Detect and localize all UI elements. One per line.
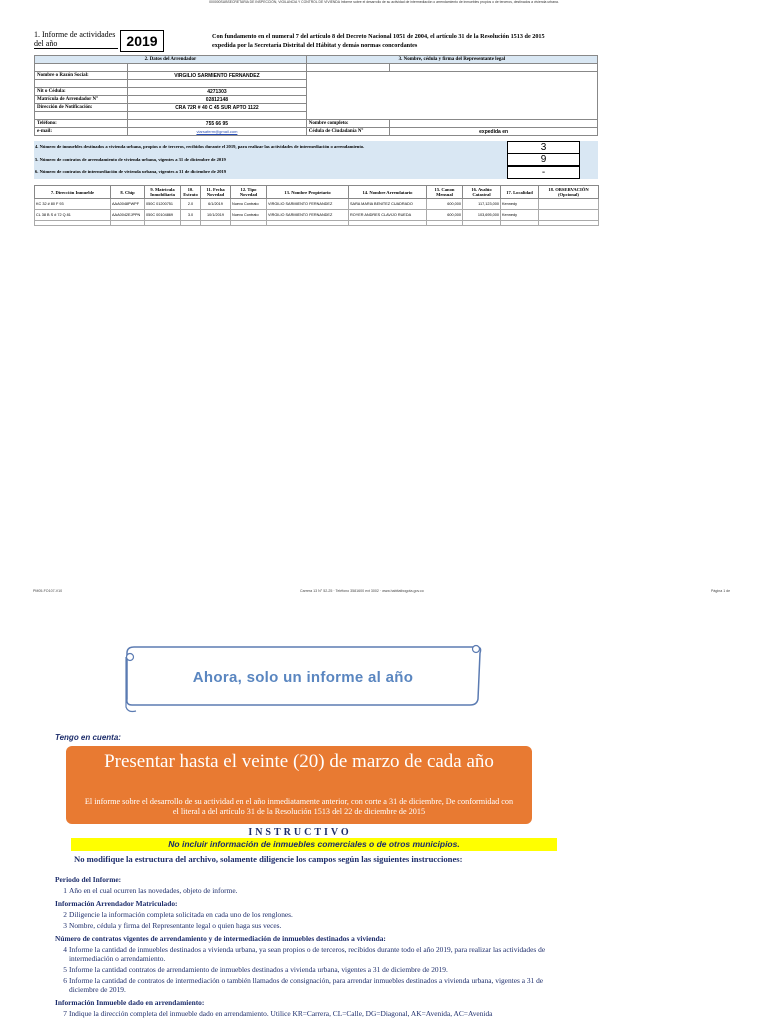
- column-header: 18. OBSERVACIÓN (Opcional): [539, 186, 599, 199]
- tengo-en-cuenta: Tengo en cuenta:: [55, 733, 121, 742]
- table-cell[interactable]: [35, 221, 111, 226]
- field-label: Matrícula de Arrendador N°: [35, 96, 128, 104]
- instruction-number: 2: [63, 910, 67, 919]
- table-cell[interactable]: AAA0042EJPPN: [111, 210, 145, 221]
- table-cell[interactable]: 103,695,000: [463, 210, 501, 221]
- question-6: 6. Número de contratos de intermediación de vivienda urbana, vigentes a 31 de diciembre de 2019: [35, 169, 227, 174]
- table-cell[interactable]: 600,000: [427, 210, 463, 221]
- instruction-number: 1: [63, 886, 67, 895]
- table-cell[interactable]: [111, 221, 145, 226]
- yellow-note: No incluir información de inmuebles comerciales o de otros municipios.: [71, 838, 557, 851]
- banner-text: Ahora, solo un informe al año: [192, 669, 414, 686]
- instruction-text: Informe la cantidad de contratos de intermediación o también llamados de consignación, para arrendar inmuebles destinados a vivienda urbana, vigentes a 31 de diciembre de 2019.: [69, 976, 544, 994]
- table-cell[interactable]: 117,123,000: [463, 199, 501, 210]
- table-cell[interactable]: 3.0: [181, 210, 201, 221]
- answer-6[interactable]: -: [507, 166, 580, 179]
- instruction-item: [55, 886, 555, 895]
- column-header: 14. Nombre Arrendatario: [349, 186, 427, 199]
- table-cell[interactable]: Kennedy: [501, 210, 539, 221]
- instruction-section-title: Información Inmueble dado en arrendamiento:: [55, 998, 205, 1007]
- answer-4[interactable]: 3: [507, 141, 580, 154]
- instruction-text: Año en el cual ocurren las novedades, objeto de informe.: [69, 886, 238, 895]
- column-header: 9. Matricula Inmobiliaria: [145, 186, 181, 199]
- table-cell[interactable]: 050C 00104869: [145, 210, 181, 221]
- table-cell[interactable]: 6/1/2019: [201, 199, 231, 210]
- table-cell[interactable]: 600,000: [427, 199, 463, 210]
- representante-signature-area[interactable]: [306, 72, 597, 120]
- instruction-item: [55, 965, 555, 974]
- table-cell[interactable]: 10/1/2019: [201, 210, 231, 221]
- table-cell[interactable]: [463, 221, 501, 226]
- instructions-list: [55, 875, 555, 1018]
- field-label: Dirección de Notificación:: [35, 104, 128, 112]
- table-cell[interactable]: [231, 221, 267, 226]
- table-cell[interactable]: [427, 221, 463, 226]
- instruction-text: Informe la cantidad de inmuebles destinados a vivienda urbana, ya sean propios o de terceros, recibidos durante todo el año 2019, para realizar las actividades de intermediación o arrendamiento.: [69, 945, 546, 963]
- instruction-item: [55, 1009, 555, 1018]
- instruction-text: Indique la dirección completa del inmueble dado en arrendamiento. Utilice KR=Carrera, CL=Calle, DG=Diagonal, AK=Avenida, AC=Avenida: [69, 1009, 493, 1018]
- instruction-item: [55, 921, 555, 930]
- instruction-section-title: Número de contratos vigentes de arrendamiento y de intermediación de inmuebles destinados a vivienda:: [55, 934, 386, 943]
- table-cell[interactable]: Nuevo Contrato: [231, 199, 267, 210]
- year-box[interactable]: [120, 30, 164, 52]
- razon-social-value[interactable]: VIRGILIO SARMIENTO FERNANDEZ: [128, 72, 307, 80]
- instruction-item: [55, 976, 555, 994]
- page-header-line: 000000SUBSECRETARIA DE INSPECCIÓN, VIGILANCIA Y CONTROL DE VIVIENDA Informe sobre el desarrollo de su actividad de intermediación o arrendamiento de inmuebles propios o de terceros, destinados a vivienda urbana.: [209, 0, 559, 4]
- direccion-value[interactable]: CRA 72R # 40 C 45 SUR APTO 1122: [128, 104, 307, 112]
- footer-address: Carrera 13 N° 52-25 · Teléfono 3581600 ext 3002 · www.habitatbogota.gov.co: [300, 589, 424, 593]
- telefono-value[interactable]: 755 66 95: [128, 120, 307, 128]
- table-cell[interactable]: VIRGILIO SARMIENTO FERNANDEZ: [267, 199, 349, 210]
- table-row: [35, 210, 599, 221]
- table-cell[interactable]: KC 32 # 80 F 93: [35, 199, 111, 210]
- instruction-section-title: Periodo del Informe:: [55, 875, 122, 884]
- arrendador-table: [34, 55, 598, 136]
- instruction-text: Diligencie la información completa solicitada en cada uno de los renglones.: [69, 910, 293, 919]
- matricula-value[interactable]: 02812148: [128, 96, 307, 104]
- instruction-section-title: Información Arrendador Matriculado:: [55, 899, 178, 908]
- section3-title: 3. Nombre, cédula y firma del Representante legal: [306, 56, 597, 64]
- column-header: 8. Chip: [111, 186, 145, 199]
- table-row: [35, 199, 599, 210]
- section1-label: 1. Informe de actividades del año: [34, 30, 118, 49]
- table-cell[interactable]: [539, 210, 599, 221]
- column-header: 17. Localidad: [501, 186, 539, 199]
- scroll-banner: [122, 643, 484, 715]
- no-modifique: No modifique la estructura del archivo, solamente diligencie los campos según las siguientes instrucciones:: [74, 854, 463, 864]
- rep-expedida[interactable]: expedida en: [390, 128, 598, 136]
- table-cell[interactable]: AAA0048PWPF: [111, 199, 145, 210]
- column-header: 11. Fecha Novedad: [201, 186, 231, 199]
- table-cell[interactable]: [539, 199, 599, 210]
- table-cell[interactable]: [539, 221, 599, 226]
- instruction-item: [55, 945, 555, 963]
- table-row: [35, 221, 599, 226]
- field-label: Nombre o Razón Social:: [35, 72, 128, 80]
- table-cell[interactable]: ROYER ANDRES CLAVIJO RUEDA: [349, 210, 427, 221]
- answer-5[interactable]: 9: [507, 153, 580, 166]
- question-5: 5. Número de contratos de arrendamiento de vivienda urbana, vigentes a 31 de diciembre de 2019: [35, 157, 226, 162]
- rep-id-label: Cédula de Ciudadanía N°: [306, 128, 389, 136]
- table-cell[interactable]: [145, 221, 181, 226]
- table-cell[interactable]: VIRGILIO SARMIENTO FERNANDEZ: [267, 210, 349, 221]
- table-cell[interactable]: Kennedy: [501, 199, 539, 210]
- nit-value[interactable]: 4271303: [128, 88, 307, 96]
- instruction-number: 3: [63, 921, 67, 930]
- table-cell[interactable]: [267, 221, 349, 226]
- table-cell[interactable]: 2.0: [181, 199, 201, 210]
- instruction-item: [55, 910, 555, 919]
- email-link[interactable]: viarsaferm@gmail.com: [128, 128, 307, 136]
- rep-name-label: Nombre completo:: [306, 120, 389, 128]
- field-label: e-mail:: [35, 128, 128, 136]
- instruction-text: Informe la cantidad contratos de arrendamiento de inmuebles destinados a vivienda urbana, vigentes a 31 de diciembre de 2019.: [69, 965, 448, 974]
- footer-page: Página 1 de: [711, 589, 731, 593]
- instruction-number: 5: [63, 965, 67, 974]
- column-header: 15. Canon Mensual: [427, 186, 463, 199]
- year-value: 2019: [126, 33, 158, 49]
- field-label: Nit o Cédula:: [35, 88, 128, 96]
- deadline-body: El informe sobre el desarrollo de su actividad en el año inmediatamente anterior, con corte a 31 de diciembre, De conformidad con el literal a del artículo 31 de la Resolución 1513 del 22 de diciembre de 2015: [84, 797, 514, 816]
- table-cell[interactable]: [201, 221, 231, 226]
- column-header: 7. Dirección Inmueble: [35, 186, 111, 199]
- table-cell[interactable]: [181, 221, 201, 226]
- rep-name-field[interactable]: [390, 120, 598, 128]
- table-cell[interactable]: 050C 01200751: [145, 199, 181, 210]
- deadline-title: Presentar hasta el veinte (20) de marzo de cada año: [104, 751, 494, 772]
- column-header: 12. Tipo Novedad: [231, 186, 267, 199]
- deadline-box: [66, 746, 532, 824]
- field-label: Teléfono:: [35, 120, 128, 128]
- column-header: 13. Nombre Propietario: [267, 186, 349, 199]
- inmuebles-table: [34, 185, 599, 226]
- column-header: 16. Avalúo Catastral: [463, 186, 501, 199]
- instruction-number: 7: [63, 1009, 67, 1018]
- instruction-text: Nombre, cédula y firma del Representante legal o quien haga sus veces.: [69, 921, 282, 930]
- instruction-number: 4: [63, 945, 67, 954]
- question-4: 4. Número de inmuebles destinados a vivienda urbana, propios o de terceros, recibidos durante el 2019, para realizar las actividades de intermediación o arrendamiento.: [35, 144, 365, 149]
- table-cell[interactable]: SARA MARIA BENITEZ CUADRADO: [349, 199, 427, 210]
- instructivo-title: INSTRUCTIVO: [248, 827, 352, 838]
- legal-text: Con fundamento en el numeral 7 del artículo 8 del Decreto Nacional 1051 de 2004, el artículo 31 de la Resolución 1513 de 2015 expedida por la Secretaría Distrital del Hábitat y demás normas concordantes: [212, 33, 545, 49]
- table-cell[interactable]: [501, 221, 539, 226]
- instruction-number: 6: [63, 976, 67, 985]
- table-cell[interactable]: Nuevo Contrato: [231, 210, 267, 221]
- footer-code: PM05-FO107-V10: [33, 589, 63, 593]
- section2-title: 2. Datos del Arrendador: [35, 56, 307, 64]
- table-cell[interactable]: [349, 221, 427, 226]
- table-cell[interactable]: CL 38 B S # 72 Q 81: [35, 210, 111, 221]
- column-header: 10. Estrato: [181, 186, 201, 199]
